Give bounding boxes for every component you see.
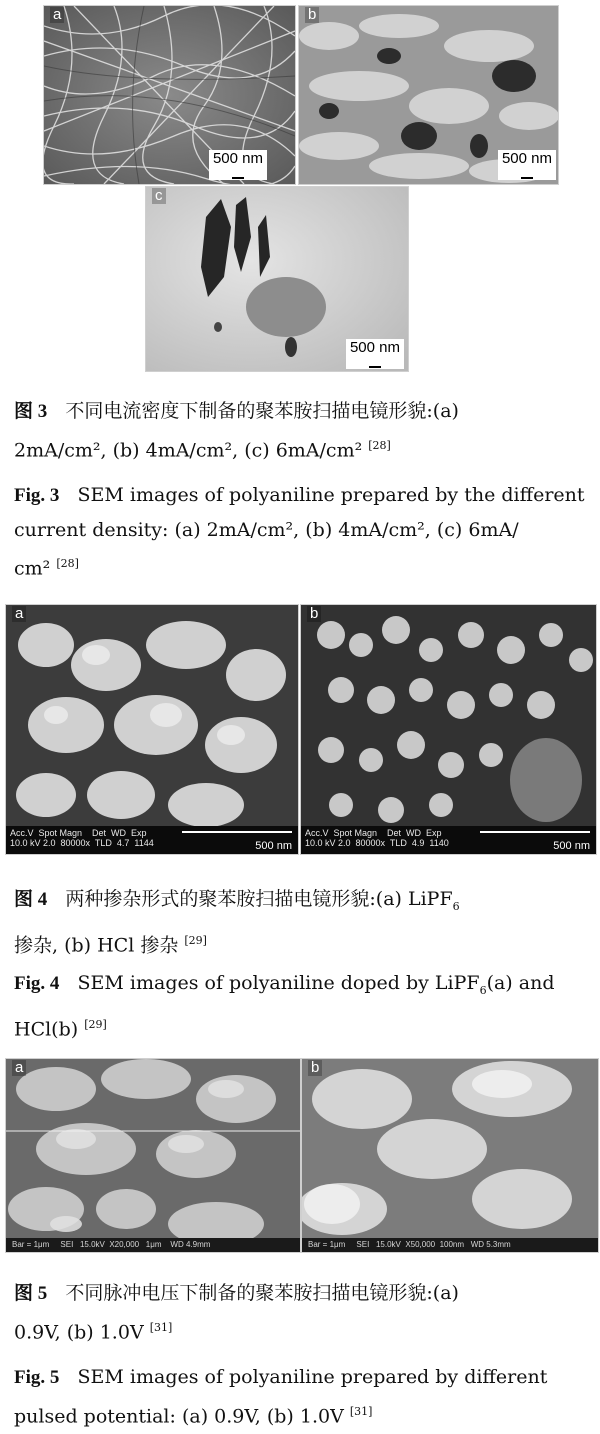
panel-label-c: c: [152, 188, 166, 204]
caption-text: (a) and: [486, 972, 555, 994]
fig5-caption-cn: [14, 1276, 586, 1349]
fig3-caption-en: [14, 478, 586, 585]
scale-bar-line: [182, 831, 292, 833]
panel-label-a: a: [12, 606, 26, 622]
fig3-panel-b: [298, 5, 559, 185]
sem-info-bar: Bar = 1μm SEI 15.0kV X50,000 100nm WD 5.3mm: [302, 1238, 598, 1252]
citation-ref: [28]: [56, 557, 79, 570]
info-row: Acc.V Spot Magn Det WD Exp: [10, 828, 147, 838]
scale-bar: [346, 339, 404, 369]
caption-text: 两种掺杂形式的聚苯胺扫描电镜形貌:(a) LiPF: [65, 888, 453, 910]
citation-ref: [29]: [184, 933, 207, 947]
caption-prefix: 图 3: [14, 401, 48, 422]
sem-info-bar: [301, 826, 596, 854]
fig3-panel-c: [145, 186, 409, 372]
scale-bar-label: 500 nm: [212, 150, 263, 167]
caption-prefix: 图 5: [14, 1283, 48, 1304]
fig3-caption-cn: [14, 394, 586, 467]
fig5-caption-en: [14, 1360, 586, 1433]
scale-bar-line: [480, 831, 590, 833]
info-row: 10.0 kV 2.0 80000x TLD 4.9 1140: [305, 838, 449, 848]
caption-text: pulsed potential: (a) 0.9V, (b) 1.0V: [14, 1405, 344, 1428]
fig4-caption-en: [14, 966, 586, 1046]
caption-prefix: 图 4: [14, 889, 48, 910]
caption-text: 不同电流密度下制备的聚苯胺扫描电镜形貌:(a): [65, 400, 459, 422]
subscript: 6: [452, 899, 460, 913]
caption-prefix: Fig. 4: [14, 973, 60, 994]
sem-info-bar: [6, 826, 298, 854]
caption-text: SEM images of polyaniline prepared by the different: [77, 484, 585, 506]
sem-image-rod-particles: [6, 1059, 300, 1252]
scale-bar-label: 500 nm: [501, 150, 552, 167]
sem-info-bar: Bar = 1μm SEI 15.0kV X20,000 1μm WD 4.9mm: [6, 1238, 300, 1252]
scale-bar: [498, 150, 556, 180]
fig4-panel-b: [300, 604, 597, 855]
panel-label-b: b: [307, 606, 321, 622]
scale-bar-label: 500 nm: [349, 339, 400, 356]
caption-text: 掺杂, (b) HCl 掺杂: [14, 934, 179, 957]
citation-ref: [28]: [368, 439, 391, 452]
fig5-panel-a: [5, 1058, 301, 1253]
caption-text: HCl(b): [14, 1018, 79, 1041]
scale-bar-label: 500 nm: [553, 840, 590, 852]
caption-text: cm²: [14, 557, 51, 580]
panel-label-a: a: [50, 7, 64, 23]
fig5-panel-b: [301, 1058, 599, 1253]
citation-ref: [31]: [349, 1405, 373, 1418]
caption-text: 0.9V, (b) 1.0V: [14, 1321, 144, 1344]
fig4-panel-a: [5, 604, 299, 855]
sem-image-lipf6-particles: [6, 605, 298, 854]
caption-text: 不同脉冲电压下制备的聚苯胺扫描电镜形貌:(a): [65, 1282, 459, 1304]
info-row: 10.0 kV 2.0 80000x TLD 4.7 1144: [10, 838, 154, 848]
panel-label-a: a: [12, 1060, 26, 1076]
caption-text: current density: (a) 2mA/cm², (b) 4mA/cm², (c) 6mA/: [14, 519, 519, 541]
scale-bar: [209, 150, 267, 180]
fig4-caption-cn: [14, 882, 586, 962]
caption-prefix: Fig. 5: [14, 1367, 60, 1388]
citation-ref: [29]: [84, 1017, 107, 1031]
info-row: Acc.V Spot Magn Det WD Exp: [305, 828, 442, 838]
caption-text: SEM images of polyaniline doped by LiPF: [77, 972, 480, 994]
panel-label-b: b: [305, 7, 319, 23]
fig3-panel-a: [43, 5, 296, 185]
sem-image-hcl-particles: [301, 605, 596, 854]
scale-bar-label: 500 nm: [255, 840, 292, 852]
panel-label-b: b: [308, 1060, 322, 1076]
citation-ref: [31]: [149, 1321, 173, 1334]
sem-image-crystalline: [302, 1059, 598, 1252]
caption-prefix: Fig. 3: [14, 485, 60, 506]
subscript: 6: [479, 983, 487, 997]
caption-text: 2mA/cm², (b) 4mA/cm², (c) 6mA/cm²: [14, 439, 363, 462]
caption-text: SEM images of polyaniline prepared by different: [77, 1366, 548, 1388]
